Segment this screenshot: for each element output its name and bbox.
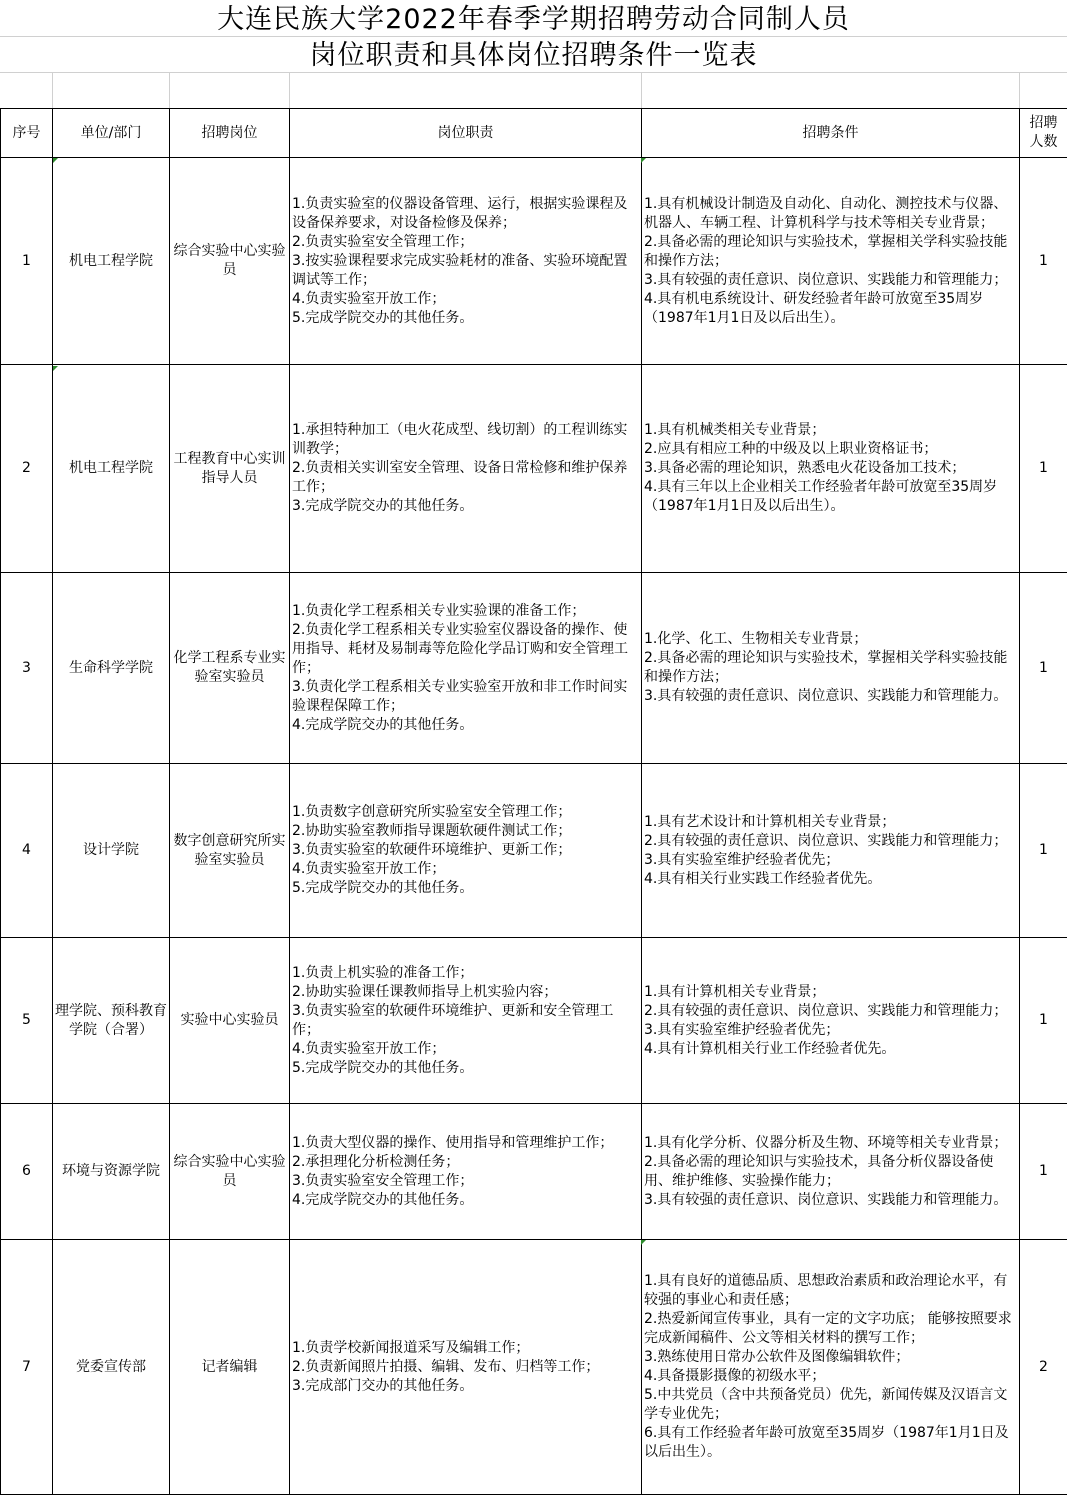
header-count: 招聘人数 xyxy=(1020,109,1067,158)
row-position: 记者编辑 xyxy=(170,1240,290,1495)
duty-item: 1.负责上机实验的准备工作； xyxy=(292,964,474,981)
header-position: 招聘岗位 xyxy=(170,109,290,158)
table-row xyxy=(1,365,1067,573)
row-duties xyxy=(290,764,642,938)
row-number: 4 xyxy=(1,764,53,938)
requirement-item: 1.化学、化工、生物相关专业背景； xyxy=(644,631,868,647)
cell-marker-icon xyxy=(641,158,646,163)
duty-item: 1.负责实验室的仪器设备管理、运行，根据实验课程及设备保养要求，对设备检修及保养； xyxy=(292,195,628,231)
header-requirements: 招聘条件 xyxy=(642,109,1020,158)
duty-item: 2.负责相关实训室安全管理、设备日常检修和维护保养工作； xyxy=(292,460,628,495)
duty-item: 4.完成学院交办的其他任务。 xyxy=(292,716,474,733)
requirement-item: 4.具有三年以上企业相关工作经验者年龄可放宽至35周岁（1987年1月1日及以后出生）。 xyxy=(644,479,998,514)
duty-item: 3.完成部门交办的其他任务。 xyxy=(292,1377,474,1394)
cell-marker-icon xyxy=(53,158,58,163)
header-row xyxy=(1,109,1067,158)
table-row xyxy=(1,1104,1067,1240)
row-count: 1 xyxy=(1020,938,1067,1104)
duty-item: 4.负责实验室开放工作； xyxy=(292,1040,446,1057)
row-duties xyxy=(290,1240,642,1495)
cell-marker-icon xyxy=(53,366,58,371)
grid-line xyxy=(0,72,1067,73)
requirement-item: 4.具有机电系统设计、研发经验者年龄可放宽至35周岁（1987年1月1日及以后出生）。 xyxy=(644,290,984,326)
duty-item: 4.负责实验室开放工作； xyxy=(292,861,446,877)
grid-line xyxy=(0,36,1067,37)
table-row xyxy=(1,1240,1067,1495)
grid-line xyxy=(169,72,170,108)
row-number: 7 xyxy=(1,1240,53,1495)
row-requirements xyxy=(642,938,1020,1104)
duty-item: 4.完成学院交办的其他任务。 xyxy=(292,1191,474,1208)
row-duties xyxy=(290,1104,642,1240)
requirement-item: 1.具有计算机相关专业背景； xyxy=(644,983,826,1000)
row-count: 1 xyxy=(1020,158,1067,365)
duty-item: 5.完成学院交办的其他任务。 xyxy=(292,309,474,326)
row-position: 工程教育中心实训指导人员 xyxy=(170,365,290,573)
header-no: 序号 xyxy=(1,109,53,158)
requirement-item: 3.具有实验室维护经验者优先； xyxy=(644,1021,840,1038)
requirement-item: 2.热爱新闻宣传事业，具有一定的文字功底； 能够按照要求完成新闻稿件、公文等相关材料的撰写工作； xyxy=(644,1311,1012,1346)
requirement-item: 2.应具有相应工种的中级及以上职业资格证书； xyxy=(644,441,938,457)
duty-item: 1.负责化学工程系相关专业实验课的准备工作； xyxy=(292,602,586,619)
duty-item: 2.协助实验室教师指导课题软硬件测试工作； xyxy=(292,823,572,839)
duty-item: 3.负责化学工程系相关专业实验室开放和非工作时间实验课程保障工作； xyxy=(292,678,628,714)
duty-item: 1.负责大型仪器的操作、使用指导和管理维护工作； xyxy=(292,1134,614,1151)
row-count: 1 xyxy=(1020,365,1067,573)
requirement-item: 2.具备必需的理论知识与实验技术，掌握相关学科实验技能和操作方法； xyxy=(644,233,1008,269)
duty-item: 1.负责数字创意研究所实验室安全管理工作； xyxy=(292,804,572,820)
row-position: 综合实验中心实验员 xyxy=(170,1104,290,1240)
row-count: 1 xyxy=(1020,764,1067,938)
requirement-item: 1.具有良好的道德品质、思想政治素质和政治理论水平，有较强的事业心和责任感； xyxy=(644,1273,1008,1308)
row-requirements xyxy=(642,365,1020,573)
duty-item: 5.完成学院交办的其他任务。 xyxy=(292,880,474,896)
requirement-item: 3.具备必需的理论知识，熟悉电火花设备加工技术； xyxy=(644,460,966,476)
requirement-item: 1.具有艺术设计和计算机相关专业背景； xyxy=(644,813,896,830)
row-dept: 设计学院 xyxy=(53,764,170,938)
duty-item: 3.负责实验室安全管理工作； xyxy=(292,1172,474,1189)
duty-item: 3.完成学院交办的其他任务。 xyxy=(292,498,474,514)
row-dept: 生命科学学院 xyxy=(53,573,170,764)
positions-table xyxy=(0,108,1067,1495)
row-requirements xyxy=(642,1240,1020,1495)
row-count: 1 xyxy=(1020,1104,1067,1240)
row-dept: 机电工程学院 xyxy=(53,158,170,365)
grid-line xyxy=(641,72,642,108)
table-row xyxy=(1,573,1067,764)
requirement-item: 3.具有实验室维护经验者优先； xyxy=(644,851,840,868)
requirement-item: 3.具有较强的责任意识、岗位意识、实践能力和管理能力。 xyxy=(644,1191,1008,1208)
row-dept: 机电工程学院 xyxy=(53,365,170,573)
grid-line xyxy=(52,72,53,108)
requirement-item: 4.具备摄影摄像的初级水平； xyxy=(644,1368,826,1384)
row-position: 综合实验中心实验员 xyxy=(170,158,290,365)
duty-item: 3.负责实验室的软硬件环境维护、更新和安全管理工作； xyxy=(292,1002,614,1038)
row-position: 数字创意研究所实验室实验员 xyxy=(170,764,290,938)
duty-item: 2.协助实验课任课教师指导上机实验内容； xyxy=(292,983,558,1000)
duty-item: 2.承担理化分析检测任务； xyxy=(292,1153,460,1170)
duty-item: 5.完成学院交办的其他任务。 xyxy=(292,1059,474,1076)
duty-item: 3.负责实验室的软硬件环境维护、更新工作； xyxy=(292,842,572,858)
title-line-2: 岗位职责和具体岗位招聘条件一览表 xyxy=(309,40,758,71)
row-duties xyxy=(290,365,642,573)
row-duties xyxy=(290,158,642,365)
requirement-item: 3.具有较强的责任意识、岗位意识、实践能力和管理能力。 xyxy=(644,688,1008,704)
requirement-item: 3.熟练使用日常办公软件及图像编辑软件； xyxy=(644,1349,910,1365)
requirement-item: 4.具有相关行业实践工作经验者优先。 xyxy=(644,870,882,887)
row-number: 6 xyxy=(1,1104,53,1240)
grid-line xyxy=(1019,72,1020,108)
table-row xyxy=(1,158,1067,365)
row-requirements xyxy=(642,764,1020,938)
row-dept: 环境与资源学院 xyxy=(53,1104,170,1240)
duty-item: 3.按实验课程要求完成实验耗材的准备、实验环境配置调试等工作； xyxy=(292,252,628,288)
duty-item: 1.负责学校新闻报道采写及编辑工作； xyxy=(292,1339,530,1356)
requirement-item: 1.具有机械设计制造及自动化、自动化、测控技术与仪器、机器人、车辆工程、计算机科学与技术等相关专业背景； xyxy=(644,195,1008,231)
row-position: 实验中心实验员 xyxy=(170,938,290,1104)
cell-marker-icon xyxy=(641,1240,646,1245)
row-number: 2 xyxy=(1,365,53,573)
header-duties: 岗位职责 xyxy=(290,109,642,158)
table-body xyxy=(1,158,1067,1495)
row-duties xyxy=(290,938,642,1104)
duty-item: 2.负责化学工程系相关专业实验室仪器设备的操作、使用指导、耗材及易制毒等危险化学品订购和安全管理工作； xyxy=(292,621,628,676)
duty-item: 1.承担特种加工（电火花成型、线切割）的工程训练实训教学； xyxy=(292,422,628,457)
grid-line xyxy=(289,72,290,108)
requirement-item: 2.具有较强的责任意识、岗位意识、实践能力和管理能力； xyxy=(644,1002,1008,1019)
duty-item: 2.负责新闻照片拍摄、编辑、发布、归档等工作； xyxy=(292,1358,600,1375)
row-number: 3 xyxy=(1,573,53,764)
row-requirements xyxy=(642,158,1020,365)
row-position: 化学工程系专业实验室实验员 xyxy=(170,573,290,764)
table-row xyxy=(1,764,1067,938)
requirement-item: 4.具有计算机相关行业工作经验者优先。 xyxy=(644,1040,896,1057)
requirement-item: 3.具有较强的责任意识、岗位意识、实践能力和管理能力； xyxy=(644,271,1008,288)
title-line-1: 大连民族大学2022年春季学期招聘劳动合同制人员 xyxy=(217,4,850,35)
requirement-item: 2.具备必需的理论知识与实验技术，具备分析仪器设备使用、维护维修、实验操作能力； xyxy=(644,1153,994,1189)
requirement-item: 2.具有较强的责任意识、岗位意识、实践能力和管理能力； xyxy=(644,832,1008,849)
row-number: 1 xyxy=(1,158,53,365)
requirement-item: 1.具有机械类相关专业背景； xyxy=(644,422,826,438)
row-count: 1 xyxy=(1020,573,1067,764)
requirement-item: 6.具有工作经验者年龄可放宽至35周岁（1987年1月1日及以后出生）。 xyxy=(644,1425,1009,1460)
row-dept: 理学院、预科教育学院（合署） xyxy=(53,938,170,1104)
row-dept: 党委宣传部 xyxy=(53,1240,170,1495)
row-count: 2 xyxy=(1020,1240,1067,1495)
row-requirements xyxy=(642,573,1020,764)
header-dept: 单位/部门 xyxy=(53,109,170,158)
row-number: 5 xyxy=(1,938,53,1104)
row-duties xyxy=(290,573,642,764)
table-row xyxy=(1,938,1067,1104)
requirement-item: 5.中共党员（含中共预备党员）优先，新闻传媒及汉语言文学专业优先； xyxy=(644,1387,1008,1422)
row-requirements xyxy=(642,1104,1020,1240)
requirement-item: 1.具有化学分析、仪器分析及生物、环境等相关专业背景； xyxy=(644,1134,1008,1151)
duty-item: 2.负责实验室安全管理工作； xyxy=(292,233,474,250)
duty-item: 4.负责实验室开放工作； xyxy=(292,290,446,307)
requirement-item: 2.具备必需的理论知识与实验技术，掌握相关学科实验技能和操作方法； xyxy=(644,650,1008,685)
